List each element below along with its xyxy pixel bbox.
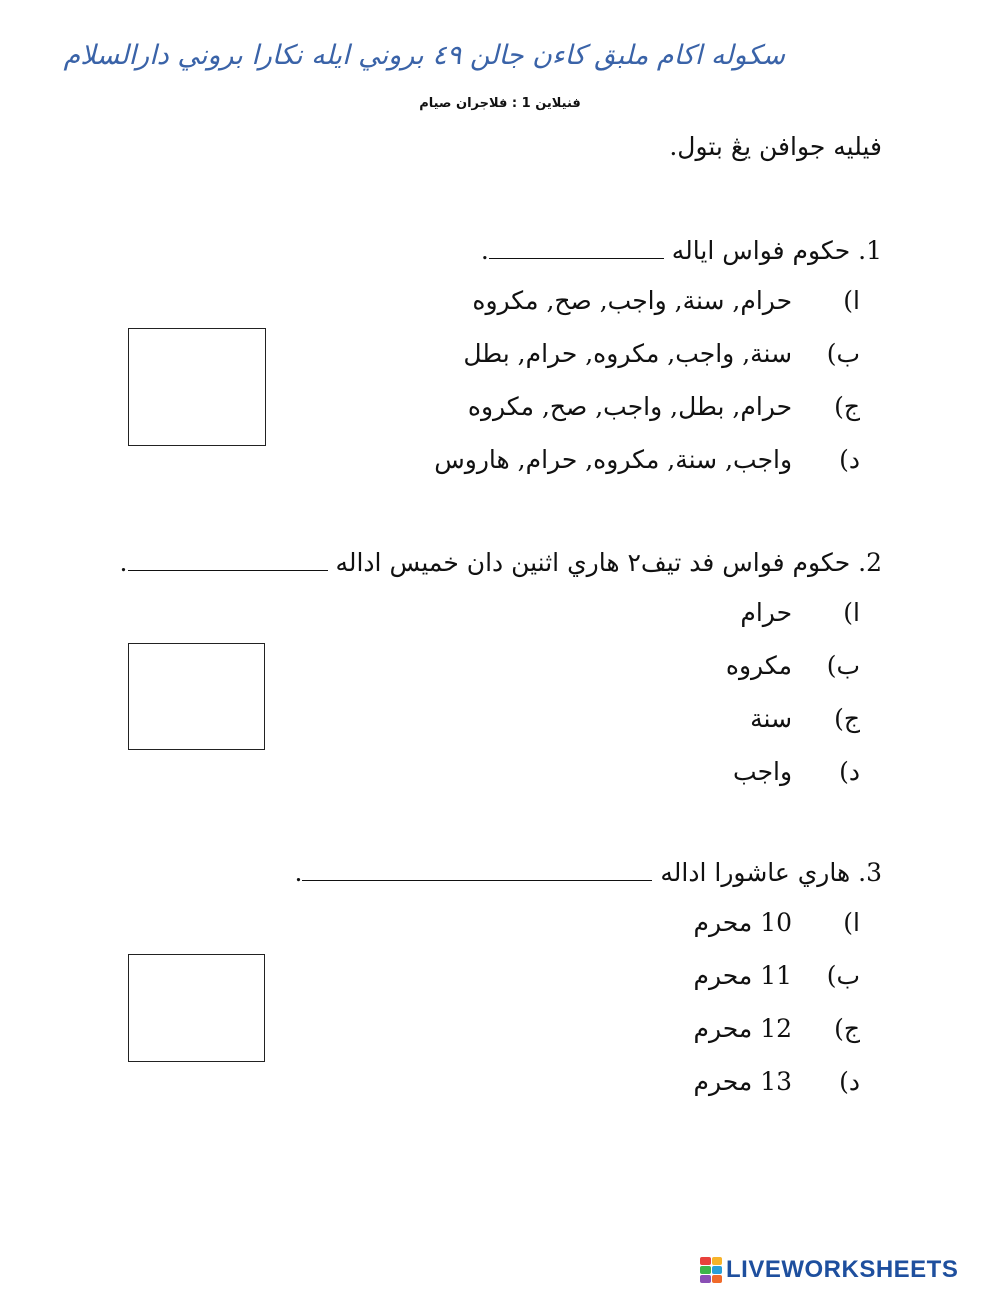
brand-name: LIVEWORKSHEETS bbox=[726, 1256, 959, 1283]
option-letter: ج) bbox=[834, 1014, 860, 1043]
school-calligraphy-header: سکوله اکام ملبق کاءن جالن ٤٩ بروني ايله نکارا بروني دارالسلام bbox=[63, 40, 785, 71]
q2-option-b bbox=[726, 651, 860, 680]
option-text: 11 محرم bbox=[693, 961, 793, 990]
q2-option-c bbox=[750, 704, 860, 733]
option-letter: ج) bbox=[834, 392, 860, 421]
q3-option-c bbox=[693, 1014, 860, 1043]
answer-blank-line bbox=[489, 257, 664, 259]
option-text: سنة bbox=[750, 704, 793, 733]
liveworksheets-brand bbox=[700, 1252, 958, 1288]
answer-blank-line bbox=[302, 879, 652, 881]
q3-answer-box[interactable] bbox=[128, 954, 265, 1062]
q3-option-d bbox=[693, 1067, 860, 1096]
question-1: 1. حکوم فواس اياله . bbox=[480, 236, 882, 265]
liveworksheets-logo-icon bbox=[700, 1257, 722, 1283]
option-text: واجب bbox=[733, 757, 793, 786]
worksheet-subtitle: فنيلاين 1 : فلاجران صيام bbox=[419, 96, 581, 111]
option-text: حرام, سنة, واجب, صح, مکروه bbox=[472, 286, 793, 315]
question-text: حکوم فواس فد تيف٢ هاري اثنين دان خميس اداله bbox=[335, 548, 851, 577]
q1-option-c bbox=[468, 392, 860, 421]
option-text: مکروه bbox=[725, 651, 793, 680]
answer-blank-line bbox=[128, 569, 328, 571]
q2-option-a bbox=[740, 598, 860, 627]
question-number: 1. bbox=[858, 236, 882, 265]
option-letter: ا) bbox=[843, 286, 860, 315]
q1-option-a bbox=[472, 286, 860, 315]
option-text: سنة, واجب, مکروه, حرام, بطل bbox=[463, 339, 793, 368]
option-text: حرام, بطل, واجب, صح, مکروه bbox=[467, 392, 793, 421]
option-letter: ا) bbox=[843, 598, 860, 627]
q3-option-a bbox=[693, 908, 860, 937]
option-text: 10 محرم bbox=[693, 908, 793, 937]
q2-option-d bbox=[733, 757, 860, 786]
q1-option-b bbox=[463, 339, 860, 368]
option-letter: ا) bbox=[843, 908, 860, 937]
option-text: 12 محرم bbox=[693, 1014, 793, 1043]
instruction-text: فيليه جوافن يڠ بتول. bbox=[669, 132, 882, 161]
option-letter: د) bbox=[839, 1067, 860, 1096]
option-text: حرام bbox=[740, 598, 793, 627]
question-number: 3. bbox=[858, 858, 882, 887]
option-letter: د) bbox=[839, 445, 860, 474]
option-letter: ب) bbox=[826, 651, 860, 680]
question-text: هاري عاشورا اداله bbox=[660, 858, 851, 887]
option-text: واجب, سنة, مکروه, حرام, هاروس bbox=[434, 445, 793, 474]
option-letter: د) bbox=[839, 757, 860, 786]
q1-option-d bbox=[434, 445, 860, 474]
question-number: 2. bbox=[858, 548, 882, 577]
question-text: حکوم فواس اياله bbox=[671, 236, 851, 265]
question-3: 3. هاري عاشورا اداله . bbox=[294, 858, 882, 887]
q3-option-b bbox=[693, 961, 860, 990]
q1-answer-box[interactable] bbox=[128, 328, 266, 446]
option-letter: ج) bbox=[834, 704, 860, 733]
question-2: 2. حکوم فواس فد تيف٢ هاري اثنين دان خميس اداله . bbox=[119, 548, 882, 577]
option-letter: ب) bbox=[826, 961, 860, 990]
q2-answer-box[interactable] bbox=[128, 643, 265, 750]
option-text: 13 محرم bbox=[693, 1067, 793, 1096]
option-letter: ب) bbox=[826, 339, 860, 368]
